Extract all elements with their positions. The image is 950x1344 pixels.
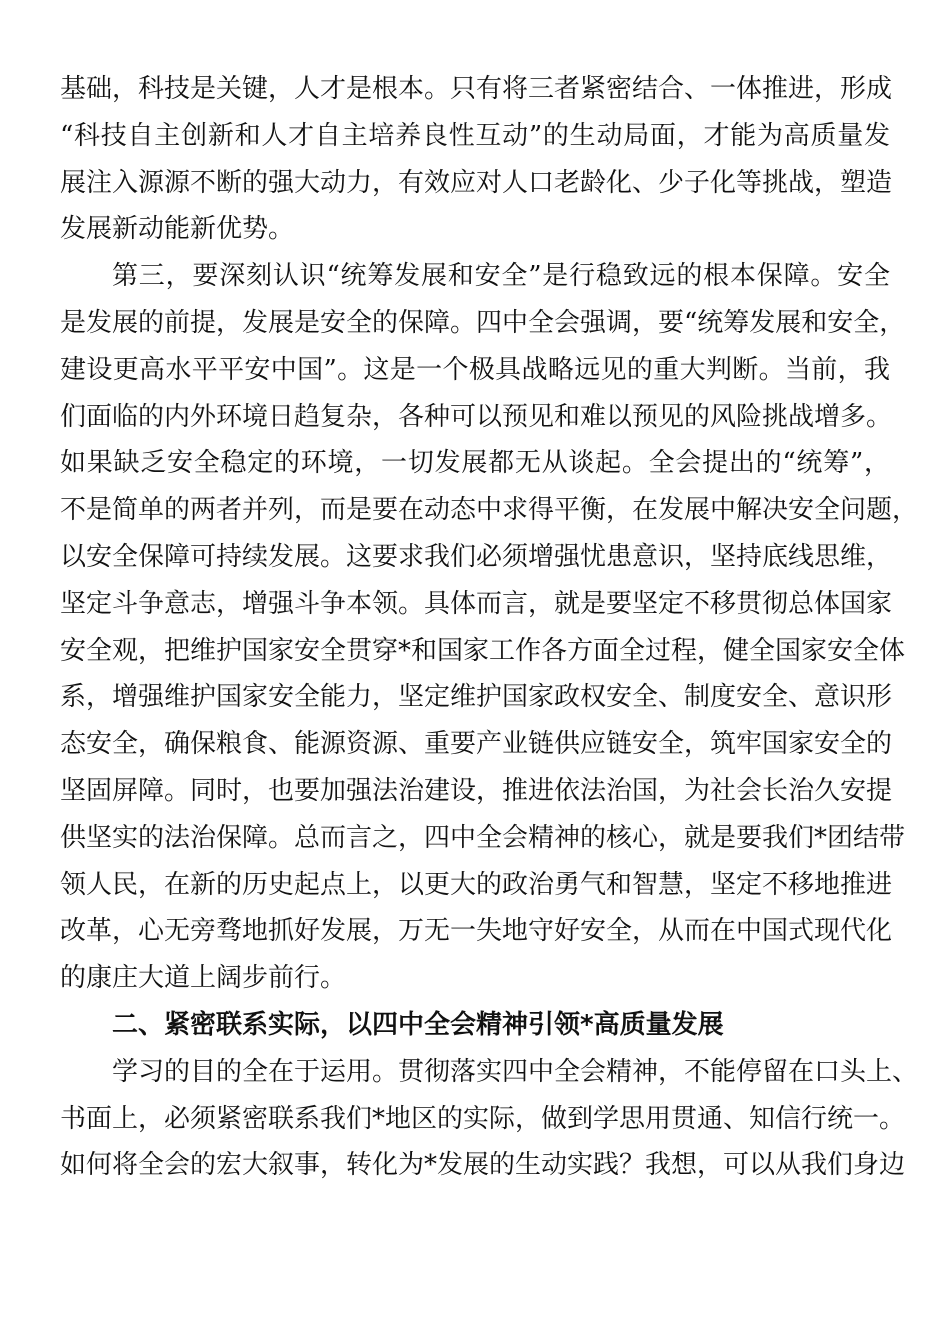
text-line: 不是简单的两者并列，而是要在动态中求得平衡，在发展中解决安全问题， [60,495,919,526]
section-heading: 二、紧密联系实际，以四中全会精神引领*高质量发展 [112,1009,724,1040]
text-line: 的康庄大道上阔步前行。 [60,963,347,994]
text-line: 改革，心无旁骛地抓好发展，万无一失地守好安全，从而在中国式现代化 [60,916,893,947]
text-line: 建设更高水平平安中国”。这是一个极具战略远见的重大判断。当前，我 [60,354,890,385]
text-line: 发展新动能新优势。 [60,214,295,245]
text-line: 书面上，必须紧密联系我们*地区的实际，做到学思用贯通、知信行统一。 [60,1103,906,1134]
text-line: 如果缺乏安全稳定的环境，一切发展都无从谈起。全会提出的“统筹”， [60,448,890,479]
text-line: 坚定斗争意志，增强斗争本领。具体而言，就是要坚定不移贯彻总体国家 [60,588,893,619]
text-line: “科技自主创新和人才自主培养良性互动”的生动局面，才能为高质量发 [60,120,890,151]
text-line: 展注入源源不断的强大动力，有效应对人口老龄化、少子化等挑战，塑造 [60,167,893,198]
text-line: 供坚实的法治保障。总而言之，四中全会精神的核心，就是要我们*团结带 [60,822,906,853]
text-line: 以安全保障可持续发展。这要求我们必须增强忧患意识，坚持底线思维， [60,541,893,572]
text-line: 坚固屏障。同时，也要加强法治建设，推进依法治国，为社会长治久安提 [60,775,893,806]
document-body [60,66,919,1189]
text-line: 领人民，在新的历史起点上，以更大的政治勇气和智慧，坚定不移地推进 [60,869,893,900]
text-line: 基础，科技是关键，人才是根本。只有将三者紧密结合、一体推进，形成 [60,74,893,104]
text-line: 安全观，把维护国家安全贯穿*和国家工作各方面全过程，健全国家安全体 [60,635,906,666]
text-line: 态安全，确保粮食、能源资源、重要产业链供应链安全，筑牢国家安全的 [60,729,893,760]
text-line: 们面临的内外环境日趋复杂，各种可以预见和难以预见的风险挑战增多。 [60,401,893,432]
text-line: 如何将全会的宏大叙事，转化为*发展的生动实践？我想，可以从我们身边 [60,1150,906,1181]
text-line: 是发展的前提，发展是安全的保障。四中全会强调，要“统筹发展和安全， [60,307,906,338]
text-line: 第三，要深刻认识“统筹发展和安全”是行稳致远的根本保障。安全 [112,261,890,292]
text-line: 系，增强维护国家安全能力，坚定维护国家政权安全、制度安全、意识形 [60,682,893,713]
text-line: 学习的目的全在于运用。贯彻落实四中全会精神，不能停留在口头上、 [112,1056,919,1087]
